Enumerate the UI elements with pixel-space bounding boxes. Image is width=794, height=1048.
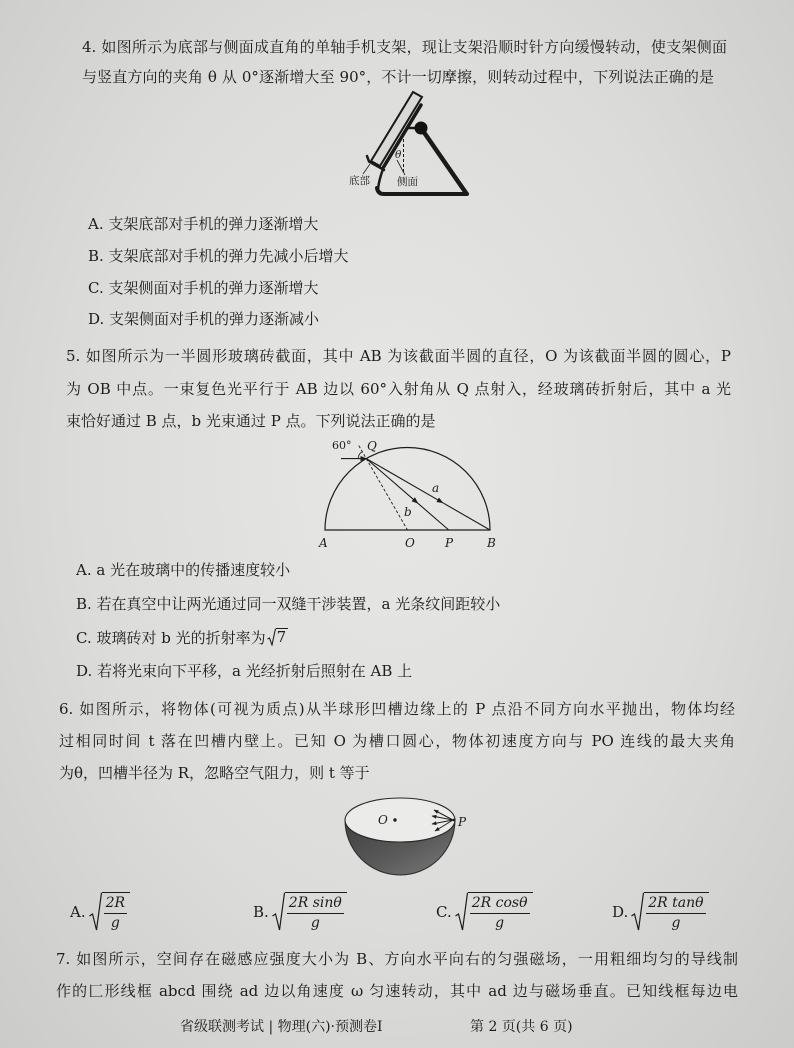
label-bottom: 底部: [349, 175, 370, 187]
numerator: 2R cosθ: [470, 894, 530, 914]
center-o-label: O: [378, 813, 388, 827]
radicand: [102, 892, 130, 932]
q7-stem-line-1: 7. 如图所示，空间存在磁感应强度大小为 B、方向水平向右的匀强磁场，一用粗细均匀的导线制: [56, 950, 738, 968]
radicand: [468, 892, 533, 932]
q4-stem-line-2: 与竖直方向的夹角 θ 从 0°逐渐增大至 90°，不计一切摩擦，则转动过程中，下列说法正确的是: [82, 68, 714, 86]
sqrt-expression: [89, 892, 130, 932]
radical-sign-icon: [455, 892, 468, 932]
q6-option-b[interactable]: [253, 892, 347, 932]
point-p-dot: [453, 819, 456, 822]
fraction: [104, 894, 127, 932]
numerator: 2R: [104, 894, 127, 914]
fraction: [287, 894, 344, 932]
point-q-label: Q: [367, 439, 377, 453]
q6-stem-line-2: 过相同时间 t 落在凹槽内壁上。已知 O 为槽口圆心，物体初速度方向与 PO 连线的最大夹角: [59, 732, 735, 750]
option-label: D.: [612, 903, 629, 921]
point-p-label: P: [445, 536, 454, 550]
radical-sign-icon: [89, 892, 102, 932]
denominator: g: [110, 914, 120, 931]
fraction: [470, 894, 530, 932]
radical-sign-icon: [267, 628, 276, 646]
option-label: C.: [436, 903, 452, 921]
fraction: [646, 894, 705, 932]
q5-stem-line-1: 5. 如图所示为一半圆形玻璃砖截面，其中 AB 为该截面半圆的直径，O 为该截面半圆的圆心，P: [66, 347, 731, 365]
footer-page-number: 第 2 页(共 6 页): [470, 1019, 573, 1035]
stand-base: [377, 188, 467, 194]
q5-stem-line-2: 为 OB 中点。一束复色光平行于 AB 边以 60°入射角从 Q 点射入，经玻璃砖折射后，其中 a 光: [66, 380, 731, 398]
q4-option-c[interactable]: C. 支架侧面对手机的弹力逐渐增大: [88, 279, 319, 297]
q6-stem-line-3: 为θ，凹槽半径为 R，忽略空气阻力，则 t 等于: [59, 764, 370, 782]
option-label: B.: [253, 903, 269, 921]
hemispherical-bowl-figure: [335, 785, 480, 880]
numerator: 2R tanθ: [646, 894, 705, 914]
stand-front-support: [378, 169, 383, 189]
q4-option-a[interactable]: A. 支架底部对手机的弹力逐渐增大: [88, 215, 319, 233]
q4-option-d[interactable]: D. 支架侧面对手机的弹力逐渐减小: [88, 310, 320, 328]
q6-option-a[interactable]: [70, 892, 130, 932]
q4-option-b[interactable]: B. 支架底部对手机的弹力先减小后增大: [88, 247, 349, 265]
numerator: 2R sinθ: [287, 894, 344, 914]
denominator: g: [310, 914, 320, 931]
denominator: g: [671, 914, 681, 931]
sqrt-radicand: 7: [276, 628, 287, 646]
q7-stem-line-2: 作的匚形线框 abcd 围绕 ad 边以角速度 ω 匀速转动，其中 ad 边与磁场垂直。已知线框每边电: [56, 982, 738, 1000]
angle-60-label: 60°: [332, 439, 352, 452]
point-p-label: P: [458, 815, 467, 829]
center-o-dot: [393, 818, 396, 821]
bottom-leader-line: [363, 164, 370, 174]
sqrt-expression: [631, 892, 708, 932]
q6-option-c[interactable]: [436, 892, 533, 932]
label-side: 侧面: [397, 176, 418, 188]
angle-theta-label: θ: [395, 149, 402, 161]
phone-stand-figure: [345, 88, 475, 206]
bowl-rim: [345, 798, 455, 842]
sqrt-expression: [272, 892, 347, 932]
hinge-pivot: [415, 122, 428, 135]
radicand: [285, 892, 347, 932]
incidence-angle-arc: [358, 452, 362, 459]
radical-sign-icon: [631, 892, 644, 932]
q5-option-b[interactable]: B. 若在真空中让两光通过同一双缝干涉装置，a 光条纹间距较小: [76, 595, 501, 613]
q5-option-c[interactable]: [76, 628, 288, 648]
sqrt-expression: [455, 892, 533, 932]
radical-sign-icon: [272, 892, 285, 932]
footer-exam-title: 省级联测考试 | 物理(六)·预测卷Ⅰ: [180, 1019, 383, 1035]
ray-b-label: b: [404, 505, 412, 519]
q5-option-d[interactable]: D. 若将光束向下平移，a 光经折射后照射在 AB 上: [76, 662, 413, 680]
point-b-label: B: [487, 536, 496, 550]
q4-stem-line-1: 4. 如图所示为底部与侧面成直角的单轴手机支架，现让支架沿顺时针方向缓慢转动，使支架侧面: [82, 38, 727, 56]
q5-option-c-text: C. 玻璃砖对 b 光的折射率为: [76, 629, 266, 647]
stand-back-leg: [421, 128, 466, 193]
sqrt-symbol: [267, 628, 289, 646]
q5-option-a[interactable]: A. a 光在玻璃中的传播速度较小: [76, 561, 291, 579]
radicand: [644, 892, 708, 932]
denominator: g: [495, 914, 505, 931]
ray-a: [366, 459, 490, 530]
side-leader-line: [397, 160, 405, 175]
point-o-label: O: [405, 536, 415, 550]
ray-a-label: a: [432, 481, 440, 495]
q5-stem-line-3: 束恰好通过 B 点，b 光束通过 P 点。下列说法正确的是: [66, 412, 436, 430]
glass-semicircle-figure: [305, 432, 505, 554]
q6-option-d[interactable]: [612, 892, 709, 932]
q6-stem-line-1: 6. 如图所示，将物体(可视为质点)从半球形凹槽边缘上的 P 点沿不同方向水平抛出，物体均经: [59, 700, 735, 718]
option-label: A.: [70, 903, 86, 921]
point-a-label: A: [319, 536, 328, 550]
